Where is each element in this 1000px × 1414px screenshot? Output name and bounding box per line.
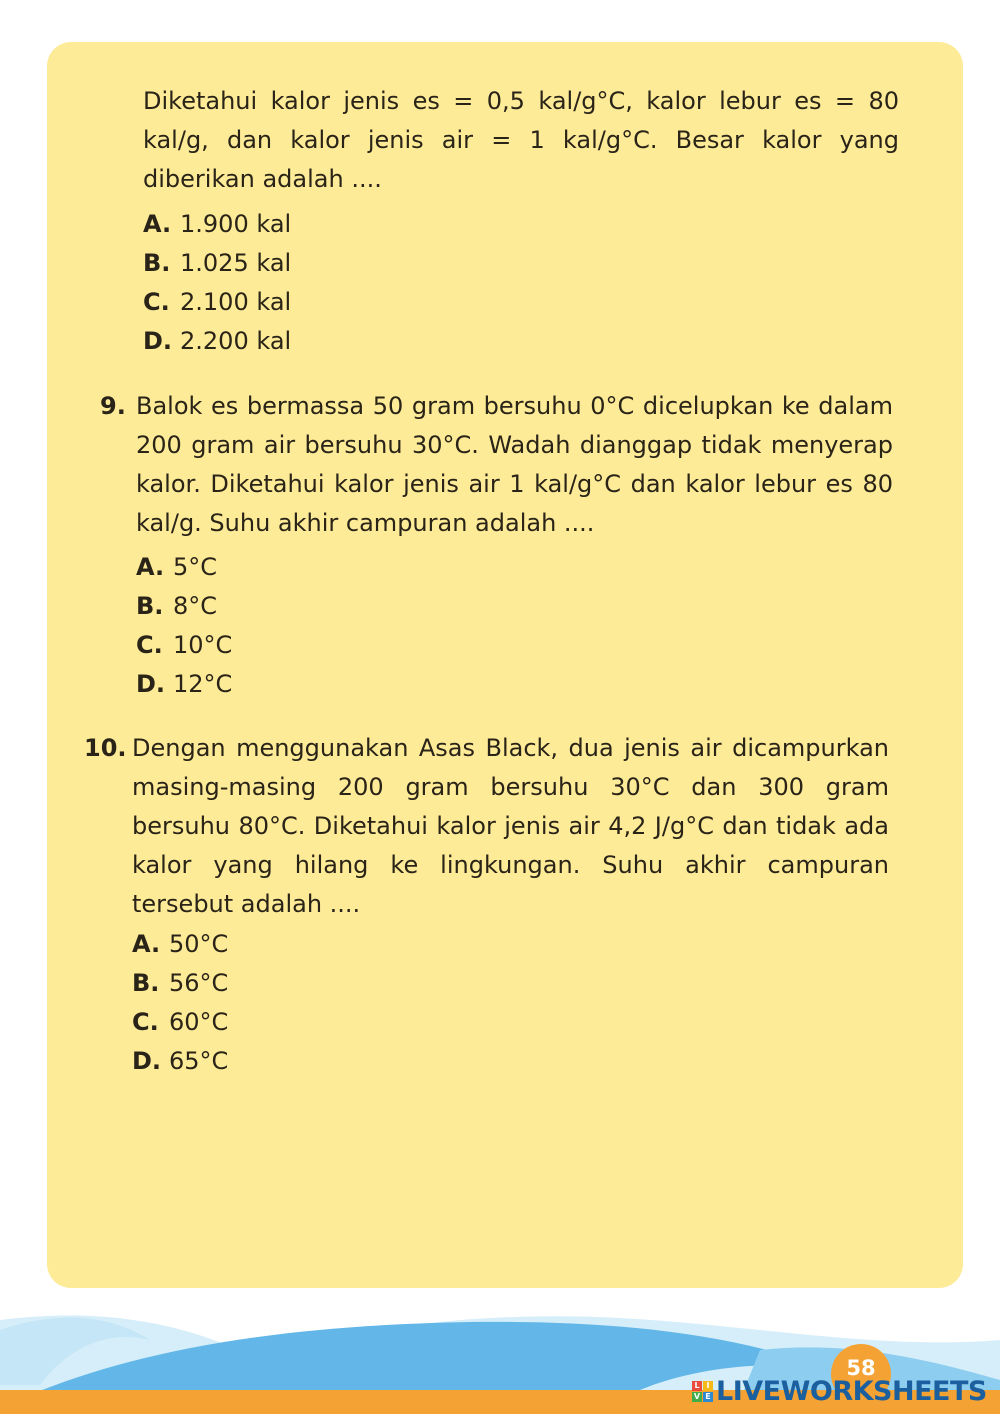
option-value: 2.200 kal: [180, 327, 292, 355]
option-value: 60°C: [169, 1008, 229, 1036]
option-d[interactable]: [143, 322, 291, 361]
option-c[interactable]: [132, 1003, 228, 1042]
logo-letter: E: [703, 1392, 713, 1402]
option-a[interactable]: [132, 925, 228, 964]
question-9-number: 9.: [100, 392, 126, 420]
option-value: 8°C: [173, 592, 218, 620]
logo-letter: I: [703, 1381, 713, 1391]
option-letter: A.: [143, 210, 172, 238]
question-9-text: Balok es bermassa 50 gram bersuhu 0°C dicelupkan ke dalam 200 gram air bersuhu 30°C. Wadah dianggap tidak menyerap kalor. Diketahui kalor jenis air 1 kal/g°C dan kalor lebur es 80 kal/g. Suhu akhir campuran adalah ....: [136, 392, 893, 537]
liveworksheets-brand[interactable]: [692, 1372, 987, 1410]
option-value: 50°C: [169, 930, 229, 958]
option-value: 1.900 kal: [180, 210, 292, 238]
option-value: 12°C: [173, 670, 233, 698]
option-a[interactable]: [143, 205, 291, 244]
logo-letter: V: [693, 1391, 701, 1401]
option-letter: C.: [143, 288, 170, 316]
option-value: 65°C: [169, 1047, 229, 1075]
option-b[interactable]: [132, 964, 228, 1003]
option-value: 5°C: [173, 553, 218, 581]
option-letter: C.: [132, 1008, 159, 1036]
option-letter: D.: [136, 670, 166, 698]
option-letter: A.: [136, 553, 165, 581]
option-b[interactable]: [143, 244, 291, 283]
continued-question-options: [143, 205, 291, 361]
option-c[interactable]: [143, 283, 291, 322]
continued-question-text: Diketahui kalor jenis es = 0,5 kal/g°C, kalor lebur es = 80 kal/g, dan kalor jenis air = 1 kal/g°C. Besar kalor yang diberikan adalah ....: [143, 87, 899, 193]
question-10-options: [132, 925, 228, 1081]
logo-letter: L: [692, 1381, 702, 1391]
option-value: 1.025 kal: [180, 249, 292, 277]
option-value: 2.100 kal: [180, 288, 292, 316]
option-a[interactable]: [136, 548, 232, 587]
option-letter: B.: [143, 249, 171, 277]
option-d[interactable]: [132, 1042, 228, 1081]
option-d[interactable]: [136, 665, 232, 704]
option-b[interactable]: [136, 587, 232, 626]
option-value: 56°C: [169, 969, 229, 997]
option-c[interactable]: [136, 626, 232, 665]
option-letter: B.: [132, 969, 160, 997]
option-letter: D.: [143, 327, 173, 355]
option-value: 10°C: [173, 631, 233, 659]
page-number: 58: [846, 1356, 876, 1380]
option-letter: B.: [136, 592, 164, 620]
question-10-text: Dengan menggunakan Asas Black, dua jenis air dicampurkan masing-masing 200 gram bersuhu 30°C dan 300 gram bersuhu 80°C. Diketahui kalor jenis air 4,2 J/g°C dan tidak ada kalor yang hilang ke lingkungan. Suhu akhir campuran tersebut adalah ....: [132, 734, 889, 918]
option-letter: A.: [132, 930, 161, 958]
option-letter: C.: [136, 631, 163, 659]
question-10-number: 10.: [84, 734, 127, 762]
liveworksheets-logo-icon: [692, 1381, 713, 1402]
option-letter: D.: [132, 1047, 162, 1075]
question-9-options: [136, 548, 232, 704]
brand-text: LIVEWORKSHEETS: [716, 1375, 987, 1407]
